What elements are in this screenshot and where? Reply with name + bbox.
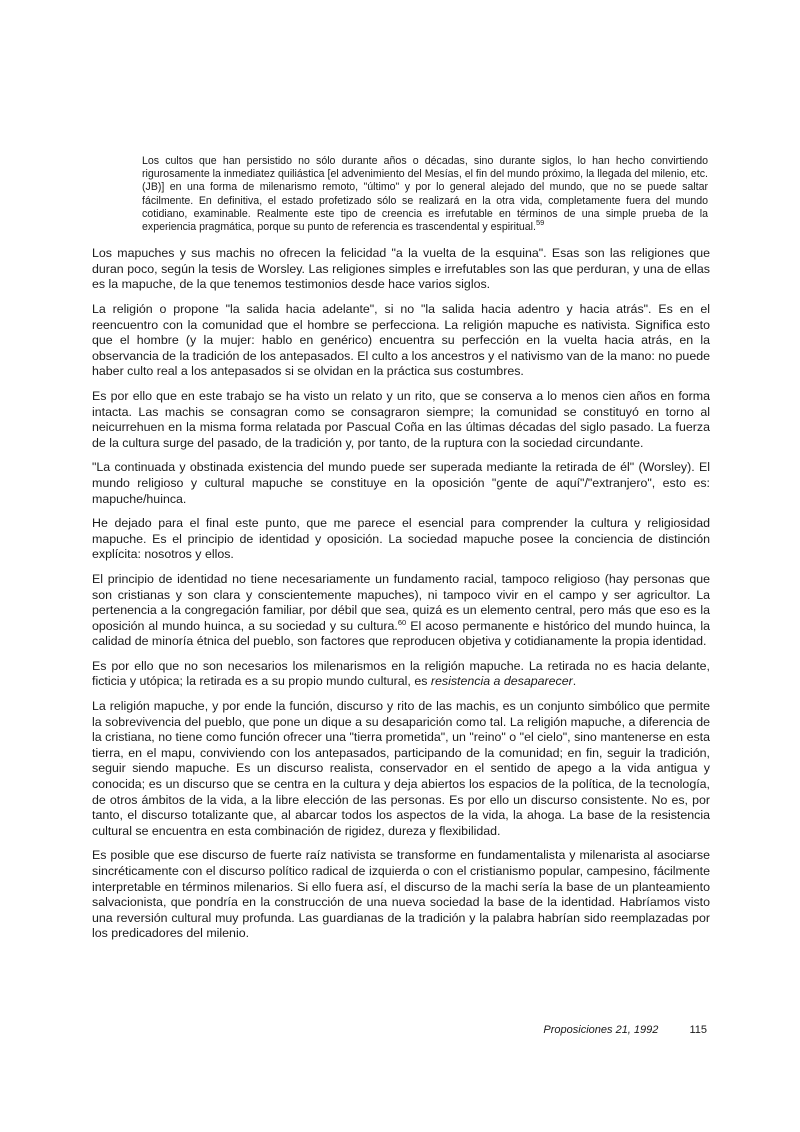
quote-body: Los cultos que han persistido no sólo durante años o décadas, sino durante siglos, lo han hecho convirtiendo rigurosamente la inmediatez quiliástica [el advenimiento del Mesías, el fin del mundo próximo, la llegada del milenio, etc. (JB)] en una forma de milenarismo remoto, "último" y por lo general alejado del mundo, que no se puede saltar fácilmente. En definitiva, el estado profetizado sólo se realizará en la otra vida, completamente fuera del mundo cotidiano, examinable. Realmente este tipo de creencia es irrefutable en términos de una simple prueba de la experiencia pragmática, porque su punto de referencia es trascendental y espiritual. xyxy=(142,155,708,234)
page-body xyxy=(92,155,710,951)
paragraph-1: Los mapuches y sus machis no ofrecen la felicidad "a la vuelta de la esquina". Esas son las religiones que duran poco, según la tesis de Worsley. Las religiones simples e irrefutables son las que perduran, y una de ellas es la mapuche, de la que tenemos testimonios desde hace varios siglos. xyxy=(92,246,710,292)
paragraph-4: "La continuada y obstinada existencia del mundo puede ser superada mediante la retirada de él" (Worsley). El mundo religioso y cultural mapuche se constituye en la oposición "gente de aquí"/"extranjero", esto es: mapuche/huinca. xyxy=(92,460,710,506)
page-number: 115 xyxy=(689,1024,707,1036)
footnote-ref-59[interactable]: 59 xyxy=(535,218,545,228)
page-footer xyxy=(543,1023,707,1037)
footnote-ref-60[interactable]: 60 xyxy=(397,617,407,627)
paragraph-9: Es posible que ese discurso de fuerte raíz nativista se transforme en fundamentalista y milenarista al asociarse sincréticamente con el discurso político radical de izquierda o con el cristianismo popular, campesino, fácilmente interpretable en términos milenarios. Si ello fuera así, el discurso de la machi sería la base de un planteamiento salvacionista, que pondría en la construcción de una nueva sociedad la base de la identidad. Habríamos visto una reversión cultural muy profunda. Las guardianas de la tradición y la palabra habrían sido reemplazadas por los predicadores del milenio. xyxy=(92,848,710,941)
paragraph-6 xyxy=(92,572,710,650)
paragraph-7-text-b: . xyxy=(572,674,577,689)
paragraph-6-text-b: El acoso permanente e histórico del mundo huinca, la calidad de minoría étnica del pueblo, son factores que reproducen objetiva y cotidianamente la propia identidad. xyxy=(92,618,710,649)
paragraph-3: Es por ello que en este trabajo se ha visto un relato y un rito, que se conserva a lo menos cien años en forma intacta. Las machis se consagran como se consagraron siempre; la comunidad se constituyó en torno al neicurrehuen en la misma forma relatada por Pascual Coña en las últimas décadas del siglo pasado. La fuerza de la cultura surge del pasado, de la tradición y, por tanto, de la ruptura con la sociedad circundante. xyxy=(92,388,710,450)
paragraph-7-text-a: Es por ello que no son necesarios los milenarismos en la religión mapuche. La retirada no es hacia delante, ficticia y utópica; la retirada es a su propio mundo cultural, es xyxy=(92,658,710,689)
paragraph-2: La religión o propone "la salida hacia adelante", si no "la salida hacia adentro y hacia atrás". Es en el reencuentro con la comunidad que el hombre se perfecciona. La religión mapuche es nativista. Significa esto que el hombre (y la mujer: hablo en genérico) encuentra su perfección en la vuelta hacia atrás, en la observancia de la tradición de los antepasados. El culto a los ancestros y el nativismo van de la mano: no puede haber culto real a los antepasados si se olvidan en la práctica sus costumbres. xyxy=(92,302,710,379)
paragraph-8: La religión mapuche, y por ende la función, discurso y rito de las machis, es un conjunto simbólico que permite la sobrevivencia del pueblo, que pone un dique a su desaparición como tal. La religión mapuche, a diferencia de la cristiana, no tiene como función ofrecer una "tierra prometida", un "reino" o "el cielo", sino mantenerse en esta tierra, en el mapu, conviviendo con los antepasados, participando de la comunidad; en fin, seguir la tradición, seguir siendo mapuche. Es un discurso realista, conservador en el sentido de apego a la vida antigua y conocida; es un discurso que se centra en la cultura y deja abiertos los espacios de la política, de la tecnología, de otros ámbitos de la vida, a la libre elección de las personas. Es por ello un discurso consistente. No es, por tanto, el discurso totalizante que, al abarcar todos los aspectos de la vida, la ahoga. La base de la resistencia cultural se encuentra en esta combinación de rigidez, dureza y flexibilidad. xyxy=(92,699,710,838)
block-quote xyxy=(92,155,710,234)
paragraph-6-text-a: El principio de identidad no tiene necesariamente un fundamento racial, tampoco religioso (hay personas que son cristianas y son clara y conscientemente mapuches), ni tampoco vivir en el campo y ser agricultor. La pertenencia a la congregación familiar, por débil que sea, quizá es un elemento central, pero más que eso es la oposición al mundo huinca, a su sociedad y su cultura. xyxy=(92,571,710,633)
block-quote-text xyxy=(142,155,708,234)
journal-citation: Proposiciones 21, 1992 xyxy=(543,1024,659,1036)
paragraph-5: He dejado para el final este punto, que me parece el esencial para comprender la cultura y religiosidad mapuche. Es el principio de identidad y oposición. La sociedad mapuche posee la conciencia de distinción explícita: nosotros y ellos. xyxy=(92,516,710,562)
emphasis-text: resistencia a desaparecer xyxy=(430,674,573,689)
paragraph-7 xyxy=(92,659,710,690)
